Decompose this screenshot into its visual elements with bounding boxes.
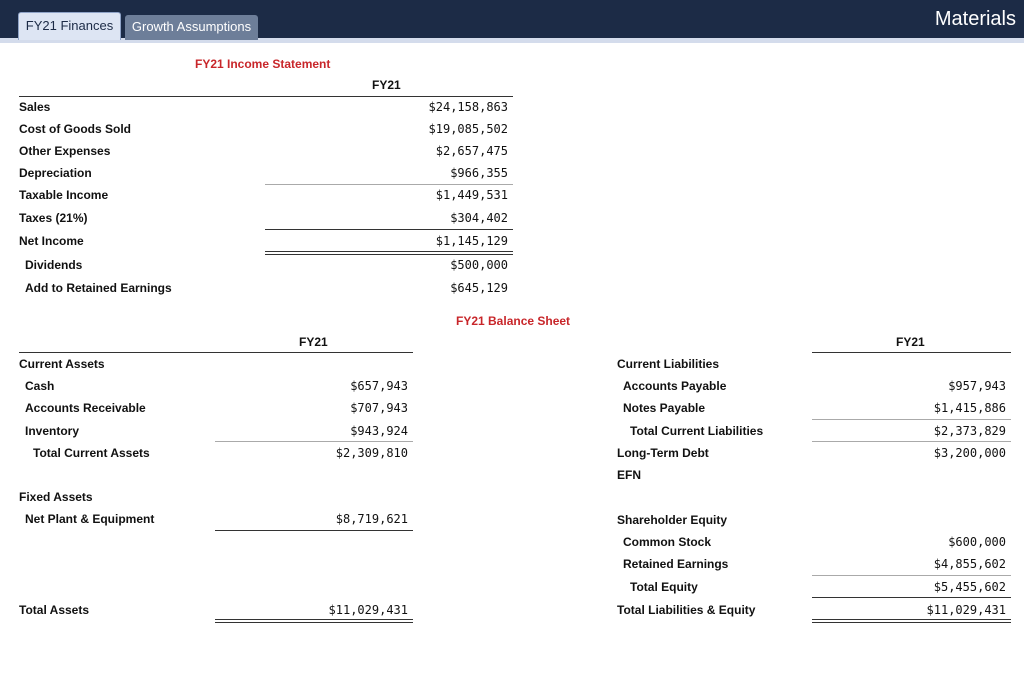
fixed-assets-header: Fixed Assets — [19, 490, 93, 504]
assets-header-rule — [19, 352, 413, 353]
liabilities-col-header: FY21 — [896, 335, 925, 349]
np-value: $1,415,886 — [933, 401, 1006, 415]
income-col-header: FY21 — [372, 78, 401, 92]
ltd-label: Long-Term Debt — [617, 446, 709, 460]
income-total-rule — [265, 251, 513, 255]
retained-earnings-value: $4,855,602 — [933, 557, 1006, 571]
total-liabilities-equity-label: Total Liabilities & Equity — [617, 603, 756, 617]
tab-fy21-finances[interactable]: FY21 Finances — [18, 12, 121, 40]
income-value: $500,000 — [450, 258, 508, 272]
brand-title: Materials — [934, 8, 1016, 30]
income-header-rule — [19, 96, 513, 97]
shareholder-equity-header: Shareholder Equity — [617, 513, 728, 527]
income-statement-title: FY21 Income Statement — [195, 57, 331, 71]
total-assets-label: Total Assets — [19, 603, 90, 617]
total-liabilities-equity-value: $11,029,431 — [926, 603, 1006, 617]
ppe-label: Net Plant & Equipment — [25, 512, 155, 526]
total-assets-rule — [215, 619, 413, 623]
ar-value: $707,943 — [350, 401, 408, 415]
total-equity-label: Total Equity — [630, 580, 698, 594]
income-value: $24,158,863 — [428, 100, 508, 114]
total-current-assets-label: Total Current Assets — [33, 446, 150, 460]
total-current-liabilities-rule — [812, 441, 1011, 442]
np-label: Notes Payable — [623, 401, 706, 415]
income-label: Depreciation — [19, 166, 92, 180]
income-label: Taxes (21%) — [19, 211, 88, 225]
efn-label: EFN — [617, 468, 641, 482]
ppe-value: $8,719,621 — [335, 512, 408, 526]
income-value: $2,657,475 — [435, 144, 508, 158]
current-assets-rule — [215, 441, 413, 442]
equity-rule — [812, 575, 1011, 576]
total-liabilities-equity-rule — [812, 619, 1011, 623]
ltd-value: $3,200,000 — [933, 446, 1006, 460]
common-stock-value: $600,000 — [948, 535, 1006, 549]
current-liabilities-header: Current Liabilities — [617, 357, 720, 371]
income-value: $1,449,531 — [435, 188, 508, 202]
retained-earnings-label: Retained Earnings — [623, 557, 729, 571]
income-label: Cost of Goods Sold — [19, 122, 131, 136]
total-equity-rule — [812, 597, 1011, 598]
income-value: $645,129 — [450, 281, 508, 295]
income-value: $966,355 — [450, 166, 508, 180]
income-label: Sales — [19, 100, 51, 114]
ap-label: Accounts Payable — [623, 379, 727, 393]
income-label: Net Income — [19, 234, 84, 248]
ar-label: Accounts Receivable — [25, 401, 146, 415]
inventory-label: Inventory — [25, 424, 80, 438]
current-assets-header: Current Assets — [19, 357, 105, 371]
income-subtotal-rule — [265, 229, 513, 230]
income-label: Dividends — [25, 258, 83, 272]
assets-col-header: FY21 — [299, 335, 328, 349]
income-label: Taxable Income — [19, 188, 109, 202]
inventory-value: $943,924 — [350, 424, 408, 438]
income-label: Other Expenses — [19, 144, 111, 158]
income-value: $1,145,129 — [435, 234, 508, 248]
total-current-liabilities-label: Total Current Liabilities — [630, 424, 764, 438]
liabilities-header-rule — [812, 352, 1011, 353]
balance-sheet-title: FY21 Balance Sheet — [456, 314, 571, 328]
income-subtotal-rule — [265, 184, 513, 185]
total-assets-value: $11,029,431 — [328, 603, 408, 617]
ap-value: $957,943 — [948, 379, 1006, 393]
cash-label: Cash — [25, 379, 55, 393]
total-current-assets-value: $2,309,810 — [335, 446, 408, 460]
total-equity-value: $5,455,602 — [933, 580, 1006, 594]
tab-growth-assumptions[interactable]: Growth Assumptions — [125, 15, 258, 40]
common-stock-label: Common Stock — [623, 535, 712, 549]
cash-value: $657,943 — [350, 379, 408, 393]
income-value: $19,085,502 — [428, 122, 508, 136]
total-current-liabilities-value: $2,373,829 — [933, 424, 1006, 438]
current-liabilities-rule — [812, 419, 1011, 420]
income-value: $304,402 — [450, 211, 508, 225]
fixed-assets-rule — [215, 530, 413, 531]
income-label: Add to Retained Earnings — [25, 281, 172, 295]
